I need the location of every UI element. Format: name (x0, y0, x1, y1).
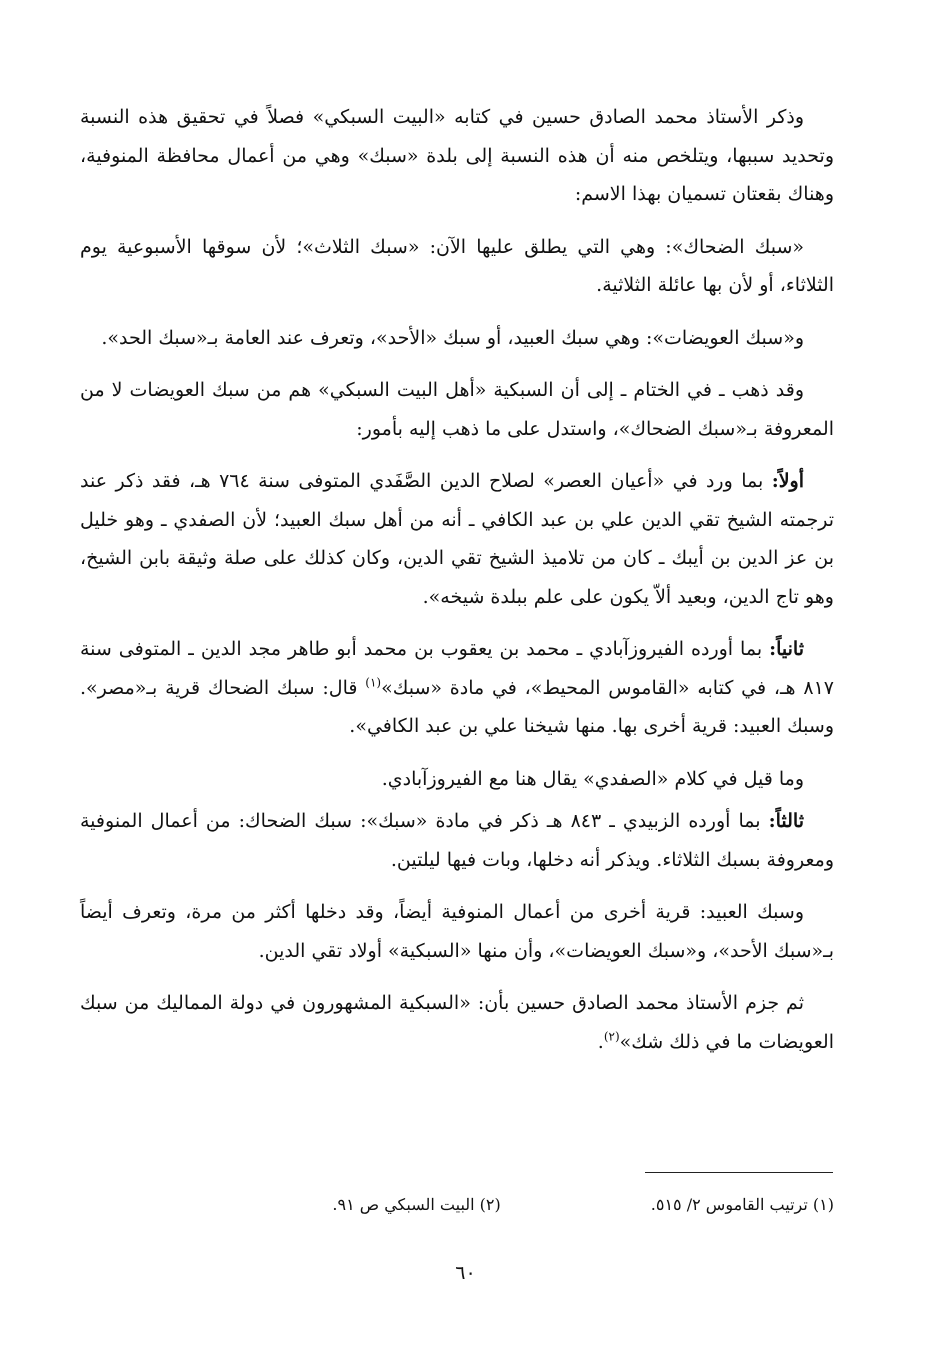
paragraph-first-evidence (80, 462, 834, 616)
page-number: ٦٠ (455, 1262, 476, 1284)
third-evidence-text: بما أورده الزبيدي ـ ٨٤٣ هـ ذكر في مادة «سبك»: سبك الضحاك: من أعمال المنوفية ومعروفة بسبك الثلاثاء. ويذكر أنه دخلها، وبات فيها ليلتين. (80, 810, 834, 871)
third-evidence-label: ثالثاً: (768, 810, 804, 832)
paragraph-sobk-obeid: وسبك العبيد: قرية أخرى من أعمال المنوفية أيضاً، وقد دخلها أكثر من مرة، وتعرف أيضاً بـ«سبك الأحد»، و«سبك العويضات»، وأن منها «السبكية» أولاد تقي الدين. (80, 901, 834, 962)
footnote-separator (645, 1172, 833, 1173)
footnote-2: (٢) البيت السبكي ص ٩١. (332, 1195, 501, 1214)
final-claim-text-start: ثم جزم الأستاذ محمد الصادق حسين بأن: «السبكية المشهورون في دولة المماليك من سبك العويضات ما في ذلك شك» (80, 992, 834, 1053)
first-evidence-label: أولاً: (771, 470, 804, 492)
paragraph-safadi-note: وما قيل في كلام «الصفدي» يقال هنا مع الفيروزآبادي. (381, 767, 804, 790)
second-evidence-text-end: قال: سبك الضحاك قرية بـ«مصر». وسبك العبيد: قرية أخرى بها. منها شيخنا علي بن عبد الكافي». (80, 676, 834, 737)
paragraph-sobk-dahhak: «سبك الضحاك»: وهي التي يطلق عليها الآن: «سبك الثلاث»؛ لأن سوقها الأسبوعية يوم الثلاثاء، أو لأن بها عائلة الثلاثية. (80, 235, 834, 296)
paragraph-final-claim (80, 984, 834, 1061)
paragraph-second-evidence (80, 630, 834, 746)
paragraph-sobk-owaydat: و«سبك العويضات»: وهي سبك العبيد، أو سبك «الأحد»، وتعرف عند العامة بـ«سبك الحد». (101, 326, 804, 349)
footnotes (80, 1190, 834, 1220)
second-evidence-text-start: بما أورده الفيروزآبادي ـ محمد بن يعقوب بن محمد أبو طاهر مجد الدين ـ المتوفى سنة ٨١٧ هـ، في كتابه «القاموس المحيط»، في مادة «سبك» (80, 638, 834, 699)
paragraph-intro: وذكر الأستاذ محمد الصادق حسين في كتابه «البيت السبكي» فصلاً في تحقيق هذه النسبة وتحديد سببها، ويتلخص منه أن هذه النسبة إلى بلدة «سبك» وهي من أعمال محافظة المنوفية، وهناك بقعتان تسميان بهذا الاسم: (80, 106, 834, 205)
first-evidence-text: بما ورد في «أعيان العصر» لصلاح الدين الصَّفَدي المتوفى سنة ٧٦٤ هـ، فقد ذكر عند ترجمته الشيخ تقي الدين علي بن عبد الكافي ـ أنه من أهل سبك العبيد؛ لأن الصفدي ـ وهو خليل بن عز الدين بن أيبك ـ كان من تلاميذ الشيخ تقي الدين، وكان كذلك على صلة وثيقة بابن الشيخ، وهو تاج الدين، وبعيد ألاّ يكون على علم ببلدة شيخه». (80, 470, 834, 608)
footnote-ref-2: (٢) (603, 1029, 620, 1044)
page-body (80, 98, 834, 1075)
paragraph-conclusion: وقد ذهب ـ في الختام ـ إلى أن السبكية «أهل البيت السبكي» هم من سبك العويضات لا من المعروفة بـ«سبك الضحاك»، واستدل على ما ذهب إليه بأمور: (80, 379, 834, 440)
footnote-1: (١) ترتيب القاموس ٢/ ٥١٥. (650, 1195, 834, 1214)
paragraph-third-evidence (80, 802, 834, 879)
final-claim-text-end: . (597, 1030, 604, 1053)
footnote-ref-1: (١) (365, 675, 382, 690)
second-evidence-label: ثانياً: (769, 638, 804, 660)
